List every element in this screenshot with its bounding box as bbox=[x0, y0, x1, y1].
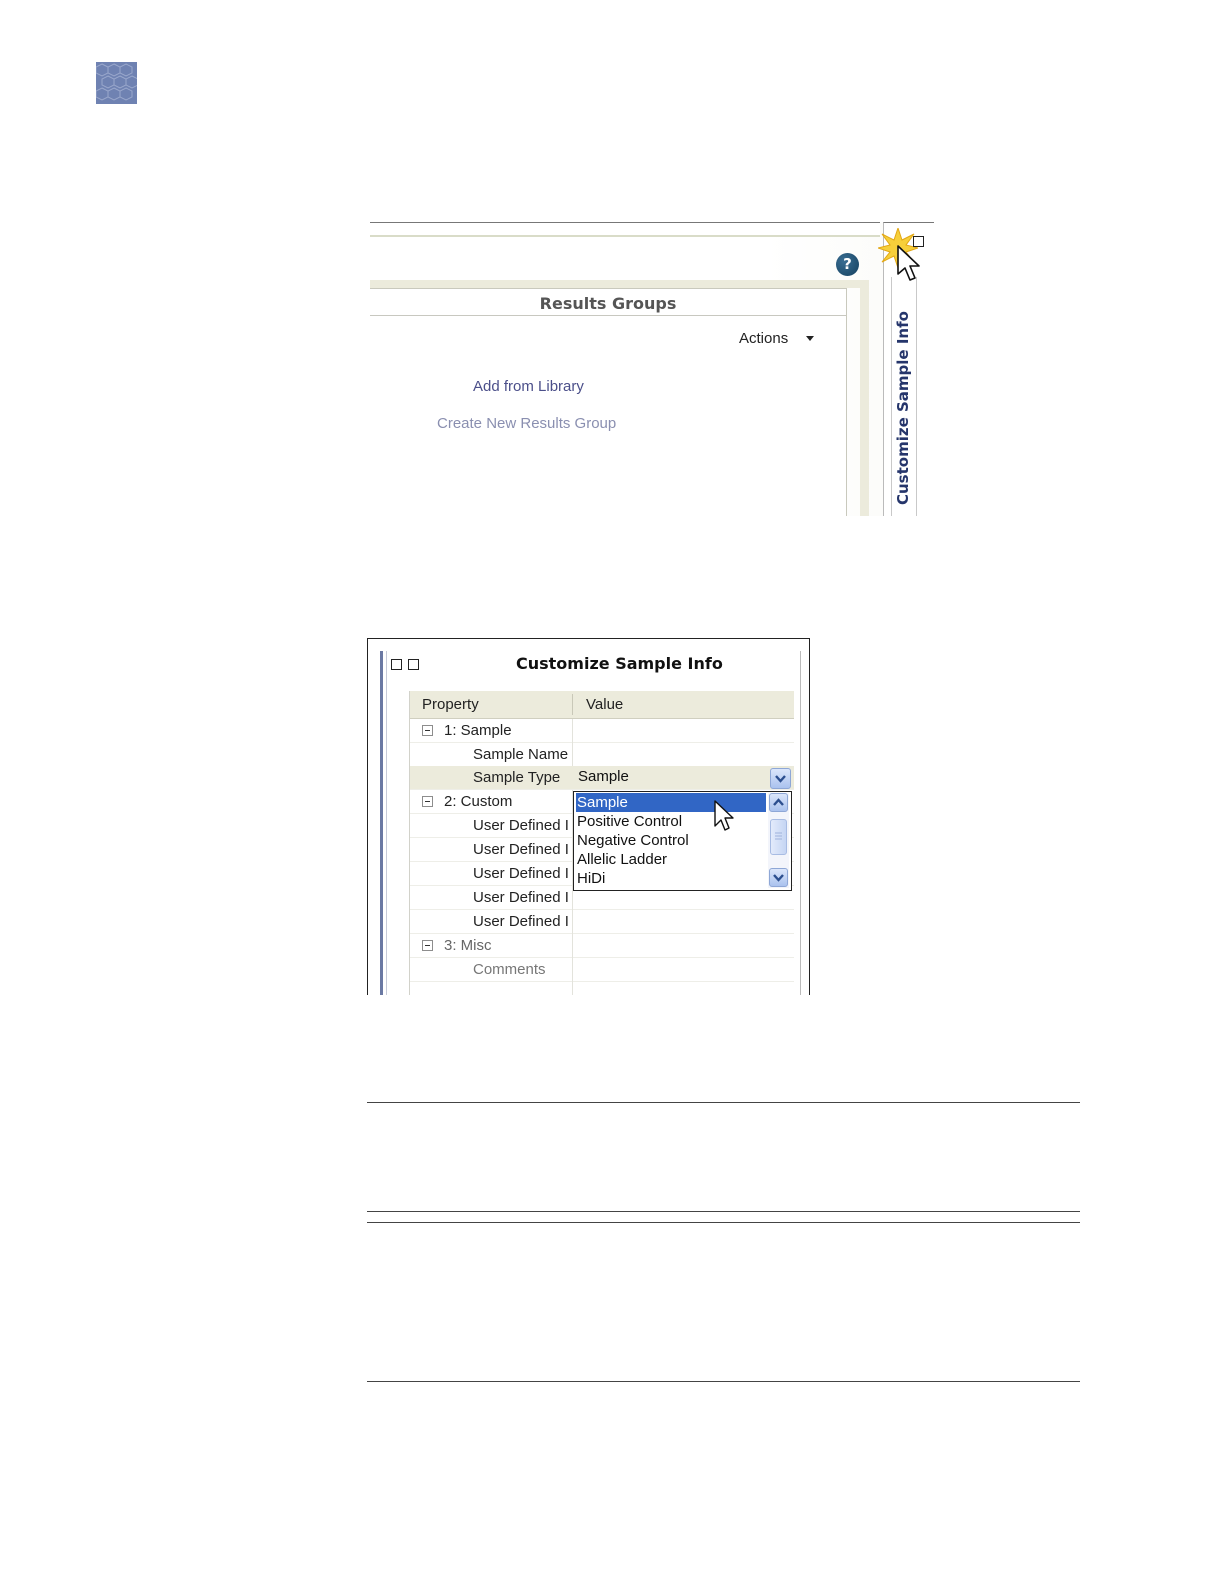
property-label: User Defined I bbox=[473, 817, 569, 834]
dropdown-option-allelic-ladder[interactable]: Allelic Ladder bbox=[577, 851, 668, 868]
property-label: User Defined I bbox=[473, 889, 569, 906]
panel-right-edge bbox=[800, 651, 801, 995]
category-label: 2: Custom bbox=[444, 793, 513, 810]
dropdown-scrollbar[interactable] bbox=[768, 793, 789, 888]
dropdown-option-sample[interactable]: Sample bbox=[576, 793, 766, 812]
property-label: Sample Type bbox=[473, 769, 561, 786]
actions-menu-button[interactable]: Actions bbox=[739, 330, 789, 347]
category-row-sample[interactable] bbox=[410, 719, 794, 743]
dropdown-option-negative-control[interactable]: Negative Control bbox=[577, 832, 689, 849]
question-help-icon[interactable]: ? bbox=[836, 253, 859, 276]
mouse-pointer-icon bbox=[896, 244, 924, 284]
hexagon-pattern-logo-icon bbox=[96, 62, 137, 104]
column-divider[interactable] bbox=[572, 694, 573, 715]
table-row[interactable] bbox=[410, 982, 794, 995]
grid-header bbox=[410, 691, 794, 719]
table-row-selected[interactable] bbox=[410, 766, 794, 790]
category-row-misc[interactable] bbox=[410, 934, 794, 958]
collapse-minus-icon[interactable] bbox=[422, 940, 433, 951]
dropdown-option-positive-control[interactable]: Positive Control bbox=[577, 813, 683, 830]
collapse-minus-icon[interactable] bbox=[422, 796, 433, 807]
chevron-down-icon[interactable] bbox=[770, 768, 791, 789]
divider-rule bbox=[367, 1222, 1080, 1223]
divider-rule bbox=[367, 1381, 1080, 1382]
collapse-minus-icon[interactable] bbox=[422, 725, 433, 736]
category-label: 3: Misc bbox=[444, 937, 492, 954]
sample-type-dropdown-list[interactable] bbox=[573, 791, 792, 891]
scroll-up-chevron-icon[interactable] bbox=[769, 793, 788, 812]
add-from-library-link[interactable]: Add from Library bbox=[473, 378, 584, 395]
caret-down-icon[interactable] bbox=[806, 336, 814, 341]
property-label: Comments bbox=[473, 961, 546, 978]
sample-type-value[interactable]: Sample bbox=[578, 768, 629, 785]
dropdown-option-hidi[interactable]: HiDi bbox=[577, 870, 606, 887]
restore-square-icon[interactable] bbox=[391, 659, 402, 670]
results-groups-screenshot bbox=[370, 222, 934, 516]
panel-left-edge bbox=[380, 651, 383, 995]
property-label: User Defined I bbox=[473, 865, 569, 882]
create-new-results-group-link[interactable]: Create New Results Group bbox=[437, 415, 617, 432]
scroll-down-chevron-icon[interactable] bbox=[769, 868, 788, 887]
property-label: User Defined I bbox=[473, 841, 569, 858]
divider-rule bbox=[367, 1102, 1080, 1103]
customize-sample-info-screenshot bbox=[367, 638, 810, 995]
panel-title: Customize Sample Info bbox=[516, 654, 723, 673]
results-groups-panel bbox=[370, 288, 847, 516]
panel-title: Results Groups bbox=[370, 289, 846, 316]
table-row[interactable] bbox=[410, 958, 794, 982]
table-row[interactable] bbox=[410, 743, 794, 767]
panel-left-edge-inner bbox=[386, 651, 387, 995]
mouse-pointer-icon bbox=[713, 799, 735, 835]
divider-rule bbox=[367, 1211, 1080, 1212]
maximize-square-icon[interactable] bbox=[408, 659, 419, 670]
scrollbar-thumb[interactable] bbox=[770, 819, 787, 855]
property-column-header[interactable]: Property bbox=[422, 696, 479, 713]
property-label: Sample Name bbox=[473, 746, 569, 763]
category-label: 1: Sample bbox=[444, 722, 512, 739]
sidebar-tab-label[interactable]: Customize Sample Info bbox=[894, 311, 912, 505]
value-column-header[interactable]: Value bbox=[586, 696, 624, 713]
table-row[interactable] bbox=[410, 910, 794, 934]
property-label: User Defined I bbox=[473, 913, 569, 930]
window-top-frame bbox=[370, 222, 880, 237]
